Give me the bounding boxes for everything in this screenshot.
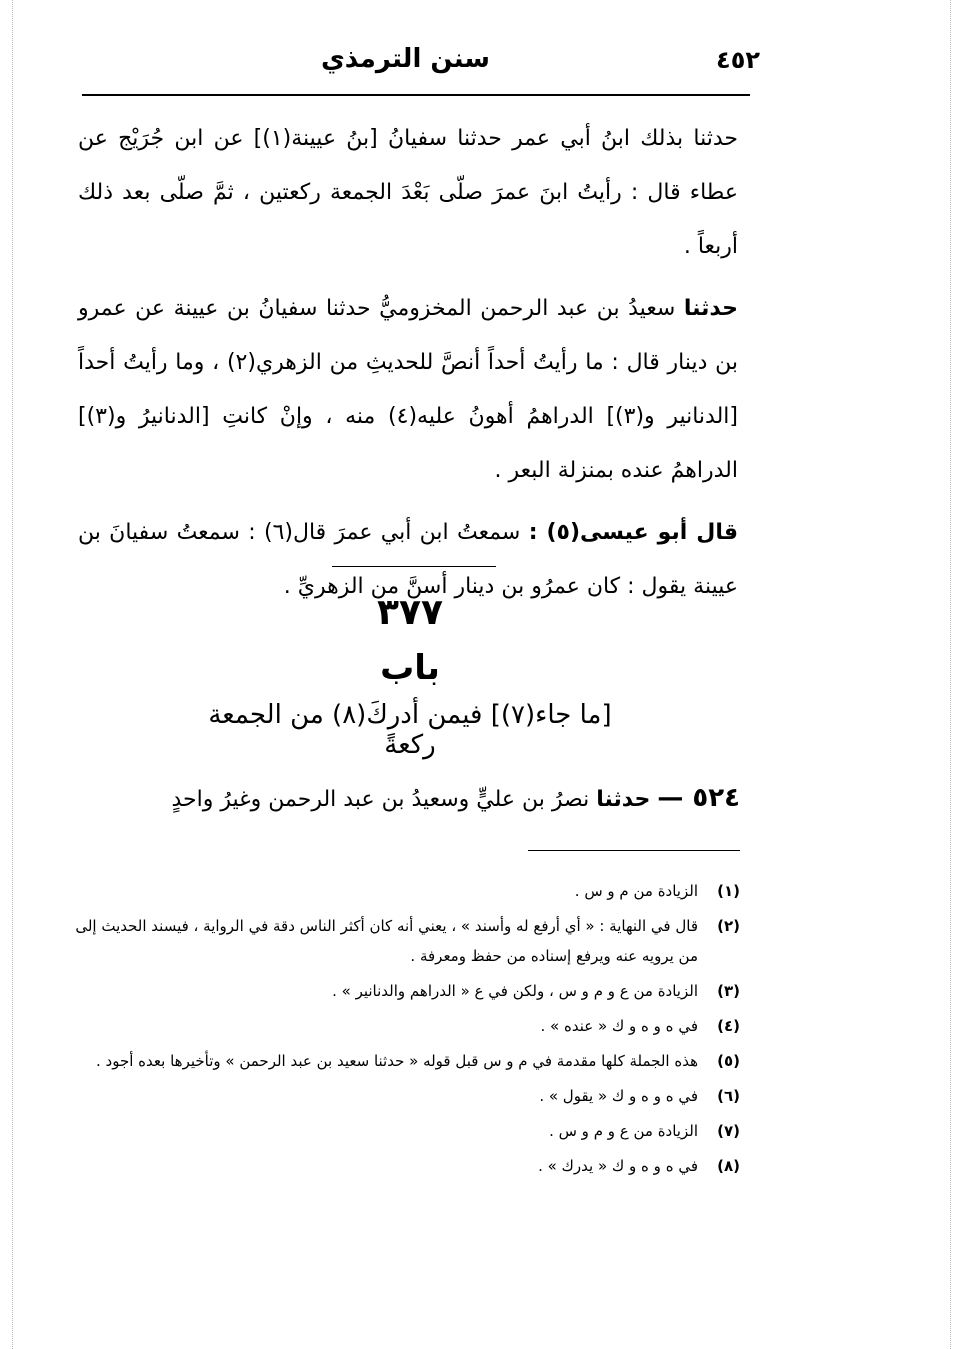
footnote xyxy=(72,1151,740,1181)
footnote-rule xyxy=(528,850,740,851)
header-rule xyxy=(82,94,750,96)
footnote-number: (٧) xyxy=(717,1122,740,1140)
footnote-number: (٢) xyxy=(717,917,740,935)
paragraph-2 xyxy=(78,282,738,498)
paragraph-2-lead: حدثنا xyxy=(683,296,738,321)
hadith-line xyxy=(72,774,740,824)
hadith-lead: حدثنا xyxy=(596,787,651,812)
hadith-number: ٥٢٤ — xyxy=(657,783,740,813)
footnote xyxy=(72,876,740,906)
footnote-text: الزيادة من م و س . xyxy=(574,882,698,900)
footnote-text: قال في النهاية : « أي أرفع له وأسند » ، يعني أنه كان أكثر الناس دقة في الرواية ، فيسند الحديث إلى من يرويه عنه ويرفع إسناده من حفظ ومعرفة . xyxy=(75,917,698,965)
paragraph-2-cont: بن دينار قال : ما رأيتُ أحداً أنصَّ للحديثِ من الزهري(٢) ، وما رأيتُ أحداً [الدنانير و(٣)] الدراهمُ أهونُ عليه(٤) منه ، وإنْ كانتِ [الدنانيرُ و(٣)] الدراهمُ عنده بمنزلة البعر . xyxy=(78,350,739,483)
footnote-text: في ه و ه و ك « عنده » . xyxy=(540,1017,698,1035)
chapter-number: ٣٧٧ xyxy=(377,592,443,633)
footnote xyxy=(72,911,740,971)
footnotes xyxy=(72,876,740,1186)
footnote xyxy=(72,1011,740,1041)
chapter-title: [ما جاء(٧)] فيمن أدركَ(٨) من الجمعة ركعةً xyxy=(208,700,612,760)
paragraph-3-rest: سمعتُ ابن أبي عمرَ قال(٦) : سمعتُ سفيانَ بن عيينة xyxy=(78,520,738,599)
paragraph-2-rest: سعيدُ بن عبد الرحمن المخزوميُّ حدثنا سفيانُ بن عيينة عن عمرو xyxy=(78,296,676,321)
chapter-label: باب xyxy=(380,648,440,688)
paragraph-1: حدثنا بذلك ابنُ أبي عمر حدثنا سفيانُ [بنُ عيينة(١)] عن ابن جُرَيْج عن عطاء قال : رأيتُ ابنَ عمرَ صلّى بَعْدَ الجمعة ركعتين ، ثمَّ صلّى بعد ذلك أربعاً . xyxy=(78,126,738,259)
footnote xyxy=(72,1046,740,1076)
hadith-text: نصرُ بن عليٍّ وسعيدُ بن عبد الرحمن وغيرُ واحدٍ xyxy=(171,787,590,812)
footnote-text: هذه الجملة كلها مقدمة في م و س قبل قوله « حدثنا سعيد بن عبد الرحمن » وتأخيرها بعده أجود . xyxy=(96,1052,698,1070)
footnote-text: الزيادة من ع و م و س . xyxy=(549,1122,698,1140)
footnote-number: (٥) xyxy=(717,1052,740,1070)
footnote xyxy=(72,1116,740,1146)
running-title: سنن الترمذي xyxy=(320,44,490,74)
footnote-number: (١) xyxy=(717,882,740,900)
main-text xyxy=(78,112,738,622)
footnote-number: (٣) xyxy=(717,982,740,1000)
paragraph-3-lead: قال أبو عيسى(٥) : xyxy=(528,520,738,545)
footnote-text: الزيادة من ع و م و س ، ولكن في ع « الدراهم والدنانير » . xyxy=(332,982,698,1000)
footnote-text: في ه و ه و ك « يدرك » . xyxy=(538,1157,698,1175)
section-separator xyxy=(332,566,496,567)
scan-edge-right xyxy=(950,0,951,1349)
page-number: ٤٥٢ xyxy=(716,46,760,74)
footnote-text: في ه و ه و ك « يقول » . xyxy=(539,1087,698,1105)
footnote xyxy=(72,1081,740,1111)
footnote-number: (٤) xyxy=(717,1017,740,1035)
footnote-number: (٦) xyxy=(717,1087,740,1105)
paragraph-3-cont: يقول : كان عمرُو بن دينار أسنَّ من الزهريِّ . xyxy=(283,574,687,599)
footnote xyxy=(72,976,740,1006)
page-header xyxy=(80,40,760,92)
footnote-number: (٨) xyxy=(717,1157,740,1175)
